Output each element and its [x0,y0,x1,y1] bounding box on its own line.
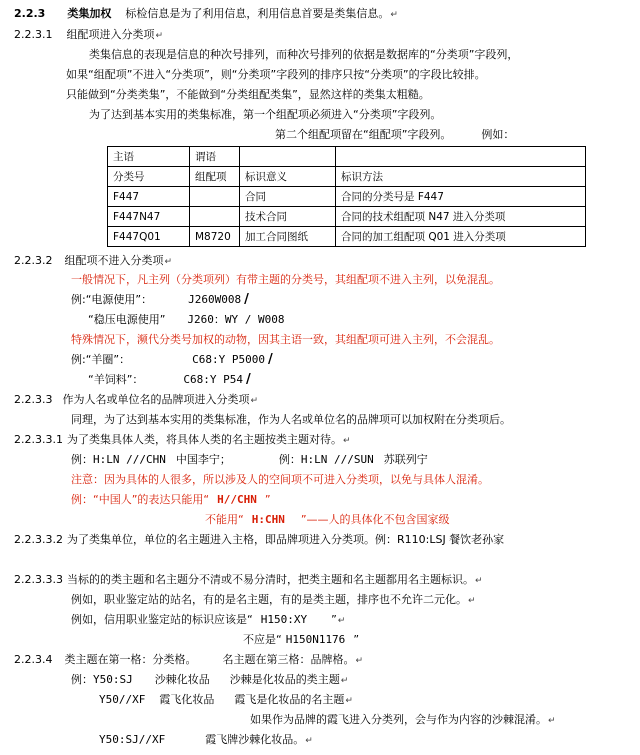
table-cell: 合同的加工组配项 Q01 进入分类项 [336,227,586,247]
note-text: 例：“中国人”的表达只能用“ [71,493,210,506]
section-title: 为了类集具体人类，将具体人类的名主题按类主题对待。 [66,433,342,446]
example-label: 例： [278,453,301,466]
example-note [250,712,556,729]
section-title: 组配项进入分类项 [66,28,155,41]
section-number: 2.2.3.2 [14,254,53,267]
paragraph-line: 为了达到基本实用的类集标准，第一个组配项必须进入“分类项”字段列。 [89,108,442,121]
header-cell: 标识意义 [240,167,336,187]
paragraph-text: ” [331,613,337,626]
heading-2-2-3-2 [14,253,172,270]
heading-2-2-3-3-2 [14,532,504,548]
paragraph-line: 如果“组配项”不进入“分类项”，则“分类项”字段列的排序只按“分类项”的字段比较排。 [66,68,486,81]
example-code: Y50:SJ//XF [99,733,166,746]
example-line [71,452,428,468]
example-desc: 如果作为品牌的霞飞进入分类列，会与作为内容的沙棘混淆。 [250,713,547,726]
example-code: Y50:SJ [93,673,133,686]
example-line [71,352,273,368]
heading-2-2-3-3 [14,392,258,409]
section-number: 2.2.3 [14,7,46,20]
header-cell [336,147,586,167]
example-label: 例: [71,293,86,306]
example-desc: 沙棘是化妆品的类主题 [229,673,340,686]
example-name: “羊圈”： [85,353,131,366]
section-text: 标检信息是为了利用信息，利用信息首要是类集信息。 [125,7,390,20]
heading-2-2-3-3-1 [14,432,351,449]
example-name: “稳压电源使用” [88,313,166,326]
example-code: Y50//XF [99,693,146,706]
slash-mark: / [244,292,249,307]
example-desc: 霞飞是化妆品的名主题 [234,693,345,706]
paragraph-mark: ↵ [355,656,364,666]
section-number: 2.2.3.3.2 [14,533,63,546]
rule-line: 特殊情况下，濒代分类号加权的动物，因其主语一致，其组配项可进入主列，不会混乱。 [71,333,500,346]
example-code: C68:Y P5000 [192,353,265,366]
section-number: 2.2.3.1 [14,28,53,41]
paragraph-line [71,612,345,629]
example-code: J260W008 [188,293,242,306]
paragraph-line [71,592,476,609]
note-line [205,512,450,528]
section-title: 作为人名或单位名的品牌项进入分类项 [62,393,250,406]
table-cell: M8720 [190,227,240,247]
paragraph-mark: ↵ [390,10,398,20]
table-cell [190,187,240,207]
paragraph-mark: ↵ [337,616,346,626]
table-cell [190,207,240,227]
paragraph-mark: ↵ [305,736,313,746]
example-label: 例： [71,673,93,686]
section-title: 类集加权 [67,7,112,20]
example-line [99,732,313,749]
heading-2-2-3-1 [14,27,163,44]
paragraph-mark: ↵ [468,596,476,606]
example-name: 霞飞化妆品 [159,693,215,706]
paragraph-line: 同理，为了达到基本实用的类集标准，作为人名或单位名的品牌项可以加权附在分类项后。 [71,413,511,426]
paragraph-code: H150N1176 [285,633,346,646]
example-label: 例: [71,353,86,366]
table-cell: 加工合同图纸 [240,227,336,247]
section-text: 当标的的类主题和名主题分不清或不易分清时，把类主题和名主题都用名主题标识。 [66,573,474,586]
paragraph-text: 例如，信用职业鉴定站的标识应该是“ [71,613,253,626]
example-name: 沙棘化妆品 [154,673,210,686]
heading-2-2-3-4 [14,652,363,669]
classification-table [107,146,586,247]
slash-mark: / [246,372,251,387]
header-cell: 标识方法 [336,167,586,187]
paragraph-mark: ↵ [164,257,173,267]
table-cell: F447N47 [108,207,190,227]
table-row [108,227,586,247]
table-cell: 合同 [240,187,336,207]
paragraph-text: 不应是“ [243,633,282,646]
example-line [71,292,249,308]
paragraph-line: 类集信息的表现是信息的种次号排列，而种次号排列的依据是数据库的“分类项”字段列， [89,48,519,61]
example-label: 例如： [481,128,515,141]
note-code: H:CHN [251,513,285,526]
section-text: 为了类集单位，单位的名主题进入主格，即品牌项进入分类项。例：R110:LSJ 餐饮老孙家 [66,533,505,546]
example-name: 苏联列宁 [383,453,428,466]
paragraph-mark: ↵ [155,31,164,41]
example-line [88,372,251,388]
note-text: ” [264,493,271,506]
example-code: H:LN ///SUN [300,453,374,466]
paragraph-mark: ↵ [345,696,353,706]
table-row [108,207,586,227]
example-desc: 霞飞牌沙棘化妆品。 [205,733,305,746]
example-line [88,312,285,328]
paragraph-mark: ↵ [342,436,351,446]
table-cell: F447Q01 [108,227,190,247]
table-cell: F447 [108,187,190,207]
section-text: 类主题在第一格：分类格。 [64,653,197,666]
table-header-row [108,167,586,187]
note-line [71,492,271,508]
section-title: 组配项不进入分类项 [64,254,164,267]
paragraph-mark: ↵ [340,676,349,686]
note-line: 注意：因为具体的人很多，所以涉及人的空间项不可进入分类项，以免与具体人混淆。 [71,473,489,486]
table-cell: 技术合同 [240,207,336,227]
example-label: 例： [71,453,93,466]
table-row [108,187,586,207]
paragraph-line [243,632,359,648]
section-number: 2.2.3.4 [14,653,53,666]
note-text: 不能用“ [205,513,244,526]
example-name: “羊饲料”： [88,373,144,386]
table-cell: 合同的技术组配项 N47 进入分类项 [336,207,586,227]
paragraph-mark: ↵ [250,396,259,406]
rule-line: 一般情况下，凡主列（分类项列）有带主题的分类号，其组配项不进入主列，以免混乱。 [71,273,500,286]
note-text: ”——人的具体化不包含国家级 [300,513,450,526]
paragraph-text: ” [353,633,360,646]
header-cell: 谓语 [190,147,240,167]
table-header-row [108,147,586,167]
header-cell: 主语 [108,147,190,167]
example-line [71,672,348,689]
header-cell: 组配项 [190,167,240,187]
note-code: H//CHN [217,493,257,506]
example-code: H:LN ///CHN [93,453,166,466]
paragraph-code: H150:XY [260,613,308,626]
heading-2-2-3-3-3 [14,572,483,589]
header-cell [240,147,336,167]
paragraph-line: 只能做到“分类类集”，不能做到“分类组配类集”，显然这样的类集太粗糙。 [66,88,430,101]
example-line [99,692,353,709]
section-text: 名主题在第三格：品牌格。 [222,653,355,666]
section-number: 2.2.3.3.1 [14,433,63,446]
heading-2-2-3 [14,6,398,23]
paragraph-mark: ↵ [474,576,483,586]
paragraph-mark: ↵ [548,716,556,726]
header-cell: 分类号 [108,167,190,187]
slash-mark: / [267,352,273,367]
table-cell: 合同的分类号是 F447 [336,187,586,207]
paragraph-text: 例如，职业鉴定站的站名，有的是名主题，有的是类主题，排序也不允许二元化。 [71,593,467,606]
section-number: 2.2.3.3.3 [14,573,63,586]
example-code: J260：WY / W008 [187,313,285,326]
paragraph-text: 第二个组配项留在“组配项”字段列。 [275,128,452,141]
example-code: C68:Y P54 [183,373,244,386]
example-name: 中国李宁； [175,453,231,466]
section-number: 2.2.3.3 [14,393,53,406]
example-name: “电源使用”： [85,293,153,306]
paragraph-line [275,127,514,143]
